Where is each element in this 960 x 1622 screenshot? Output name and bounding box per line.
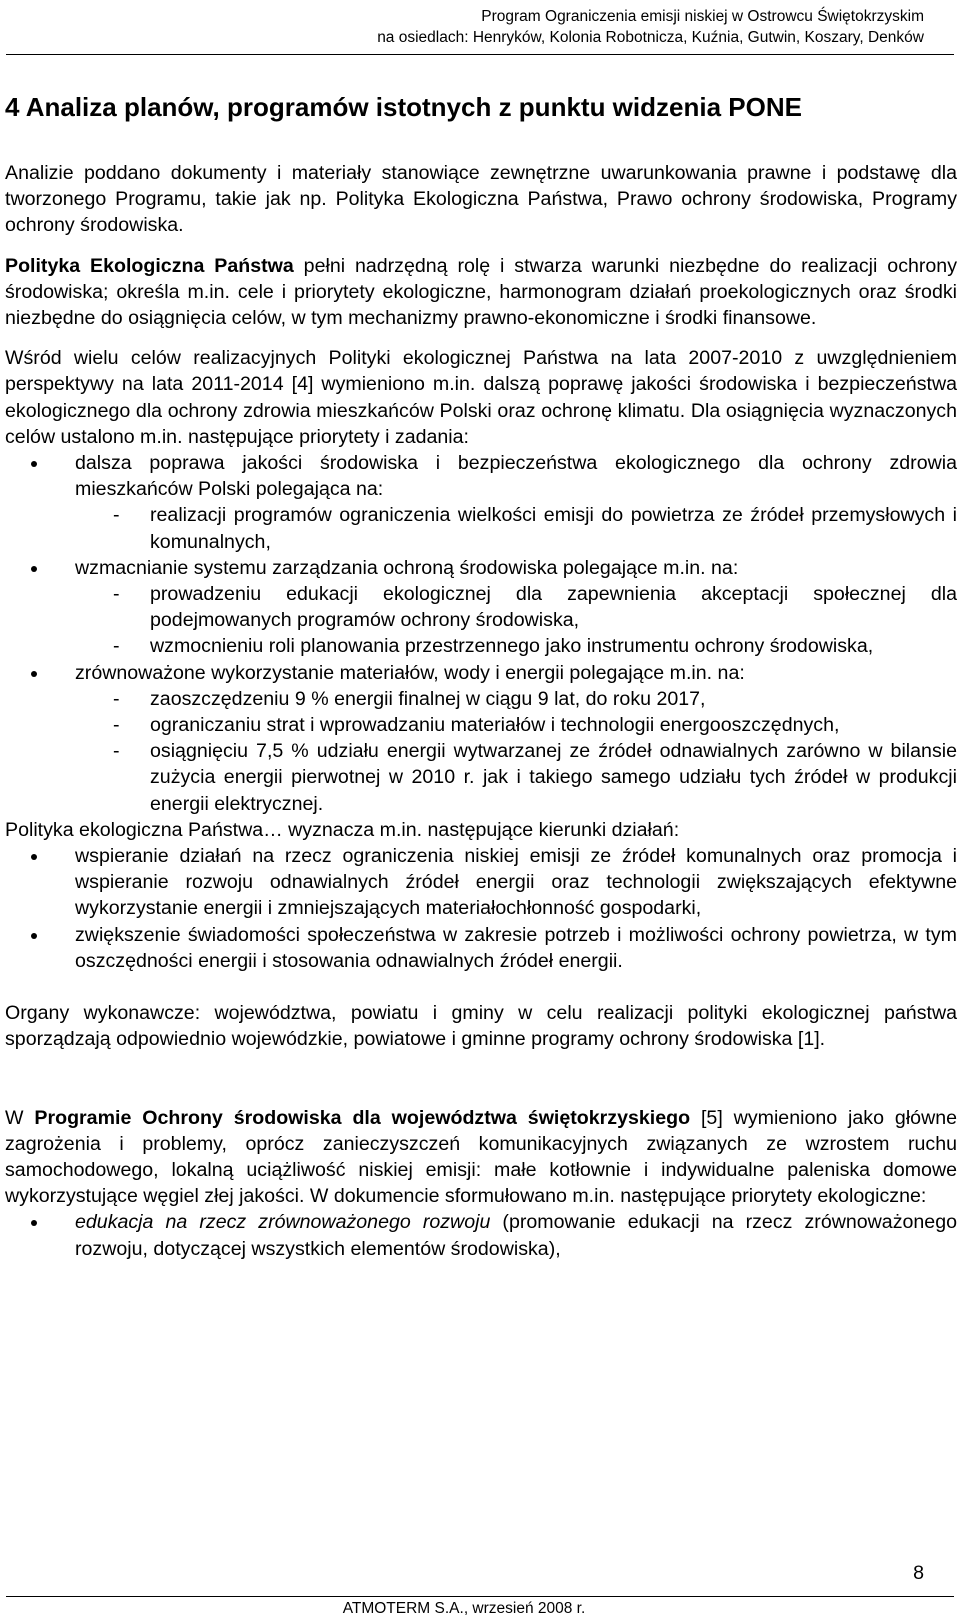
dash-item [5,712,957,738]
dash-text: prowadzeniu edukacji ekologicznej dla zapewnienia akceptacji społecznej dla podejmowanych programów ochrony środowiska, [150,583,957,632]
bullet-dot [31,854,37,860]
dash-item [5,581,957,633]
program-name: Programie Ochrony środowiska dla województwa świętokrzyskiego [34,1106,691,1129]
running-footer: ATMOTERM S.A., wrzesień 2008 r. [342,1600,586,1617]
paragraph-voivodeship [5,1105,957,1210]
bullet-dot [31,461,37,467]
footer-rule [6,1596,954,1597]
dash-text: zaoszczędzeniu 9 % energii finalnej w ciągu 9 lat, do roku 2017, [150,687,706,710]
header-line-2: na osiedlach: Henryków, Kolonia Robotnicza, Kuźnia, Gutwin, Koszary, Denków [377,29,924,46]
dash-item [5,502,957,554]
section-title: 4 Analiza planów, programów istotnych z punktu widzenia PONE [5,92,802,122]
paragraph-goals: Wśród wielu celów realizacyjnych Polityki ekologicznej Państwa na lata 2007-2010 z uwzględnieniem perspektywy na lata 2011-2014 [4] wymieniono m.in. dalszą poprawę jakości środowiska i bezpieczeństwa ekologicznego dla ochrony zdrowia mieszkańców Polski oraz ochronę klimatu. Dla osiągnięcia wyznaczonych celów ustalono m.in. następujące priorytety i zadania: [5,347,957,448]
dash-text: ograniczaniu strat i wprowadzaniu materiałów i technologii energooszczędnych, [150,714,840,737]
bullet-dot [31,1220,37,1226]
bullet-item [5,450,957,502]
dash-mark: - [113,740,120,763]
bullet-item [5,843,957,922]
running-header [24,6,924,48]
dash-item [5,686,957,712]
paragraph-authorities: Organy wykonawcze: województwa, powiatu i gminy w celu realizacji polityki ekologicznej państwa sporządzają odpowiednio wojewódzkie, powiatowe i gminne programy ochrony środowiska [1]. [5,1002,957,1051]
dash-mark: - [113,504,120,527]
priority-text: (promowanie edukacji na rzecz zrównoważonego rozwoju, dotyczącej wszystkich elementów środowiska), [75,1211,957,1260]
priority-name: edukacja na rzecz zrównoważonego rozwoju [75,1211,491,1234]
bullet-text: dalsza poprawa jakości środowiska i bezpieczeństwa ekologicznego dla ochrony zdrowia mieszkańców Polski polegająca na: [75,452,957,501]
policy-text: pełni nadrzędną rolę i stwarza warunki niezbędne do realizacji ochrony środowiska; określa m.in. cele i priorytety ekologiczne, harmonogram działań proekologicznych oraz środki niezbędne do osiągnięcia celów, w tym mechanizmy prawno-ekonomiczne i środki finansowe. [5,254,958,330]
bullet-item [5,1209,957,1261]
bullet-dot [31,671,37,677]
bullet-item [5,660,957,686]
dash-mark: - [113,687,120,710]
program-text: [5] wymieniono jako główne zagrożenia i problemy, oprócz zanieczyszczeń komunikacyjnych związanych ze wzrostem ruchu samochodowego, lokalną uciążliwość niskiej emisji: małe kotłownie i indywidualne paleniska domowe wykorzystujące węgiel złej jakości. W dokumencie sformułowano m.in. następujące priorytety ekologiczne: [5,1106,958,1208]
bullet-text: wzmacnianie systemu zarządzania ochroną środowiska polegające m.in. na: [75,556,739,579]
header-line-1: Program Ograniczenia emisji niskiej w Ostrowcu Świętokrzyskim [481,8,924,25]
dash-mark: - [113,583,120,606]
bullet-text: wspieranie działań na rzecz ograniczenia niskiej emisji ze źródeł komunalnych oraz promocja i wspieranie rozwoju odnawialnych źródeł energii oraz technologii zwiększających efektywne wykorzystanie energii i zmniejszających materiałochłonność gospodarki, [75,845,957,920]
page-body [5,92,957,1262]
dash-item [5,633,957,659]
lead-text: W [5,1106,35,1129]
dash-mark: - [113,714,120,737]
bullet-dot [31,933,37,939]
bullet-item [5,555,957,581]
dash-mark: - [113,635,120,658]
paragraph-policy [5,253,957,332]
policy-name: Polityka Ekologiczna Państwa [5,254,294,277]
bullet-text: zrównoważone wykorzystanie materiałów, wody i energii polegające m.in. na: [75,661,745,684]
dash-text: wzmocnieniu roli planowania przestrzennego jako instrumentu ochrony środowiska, [150,635,874,658]
page-number: 8 [913,1562,924,1584]
paragraph-intro: Analizie poddano dokumenty i materiały stanowiące zewnętrzne uwarunkowania prawne i podstawę dla tworzonego Programu, takie jak np. Polityka Ekologiczna Państwa, Prawo ochrony środowiska, Programy ochrony środowiska. [5,162,957,237]
header-rule [6,54,954,55]
bullet-item [5,922,957,974]
dash-text: realizacji programów ograniczenia wielkości emisji do powietrza ze źródeł przemysłowych i komunalnych, [150,504,957,553]
dash-item [5,738,957,817]
bullet-text: zwiększenie świadomości społeczeństwa w zakresie potrzeb i możliwości ochrony powietrza, w tym oszczędności energii i stosowania odnawialnych źródeł energii. [75,923,957,972]
bullet-dot [31,566,37,572]
paragraph-directions: Polityka ekologiczna Państwa… wyznacza m.in. następujące kierunki działań: [5,818,680,841]
dash-text: osiągnięciu 7,5 % udziału energii wytwarzanej ze źródeł odnawialnych zarówno w bilansie zużycia energii pierwotnej w 2010 r. jak i takiego samego udziału tych źródeł w produkcji energii elektrycznej. [150,740,957,815]
